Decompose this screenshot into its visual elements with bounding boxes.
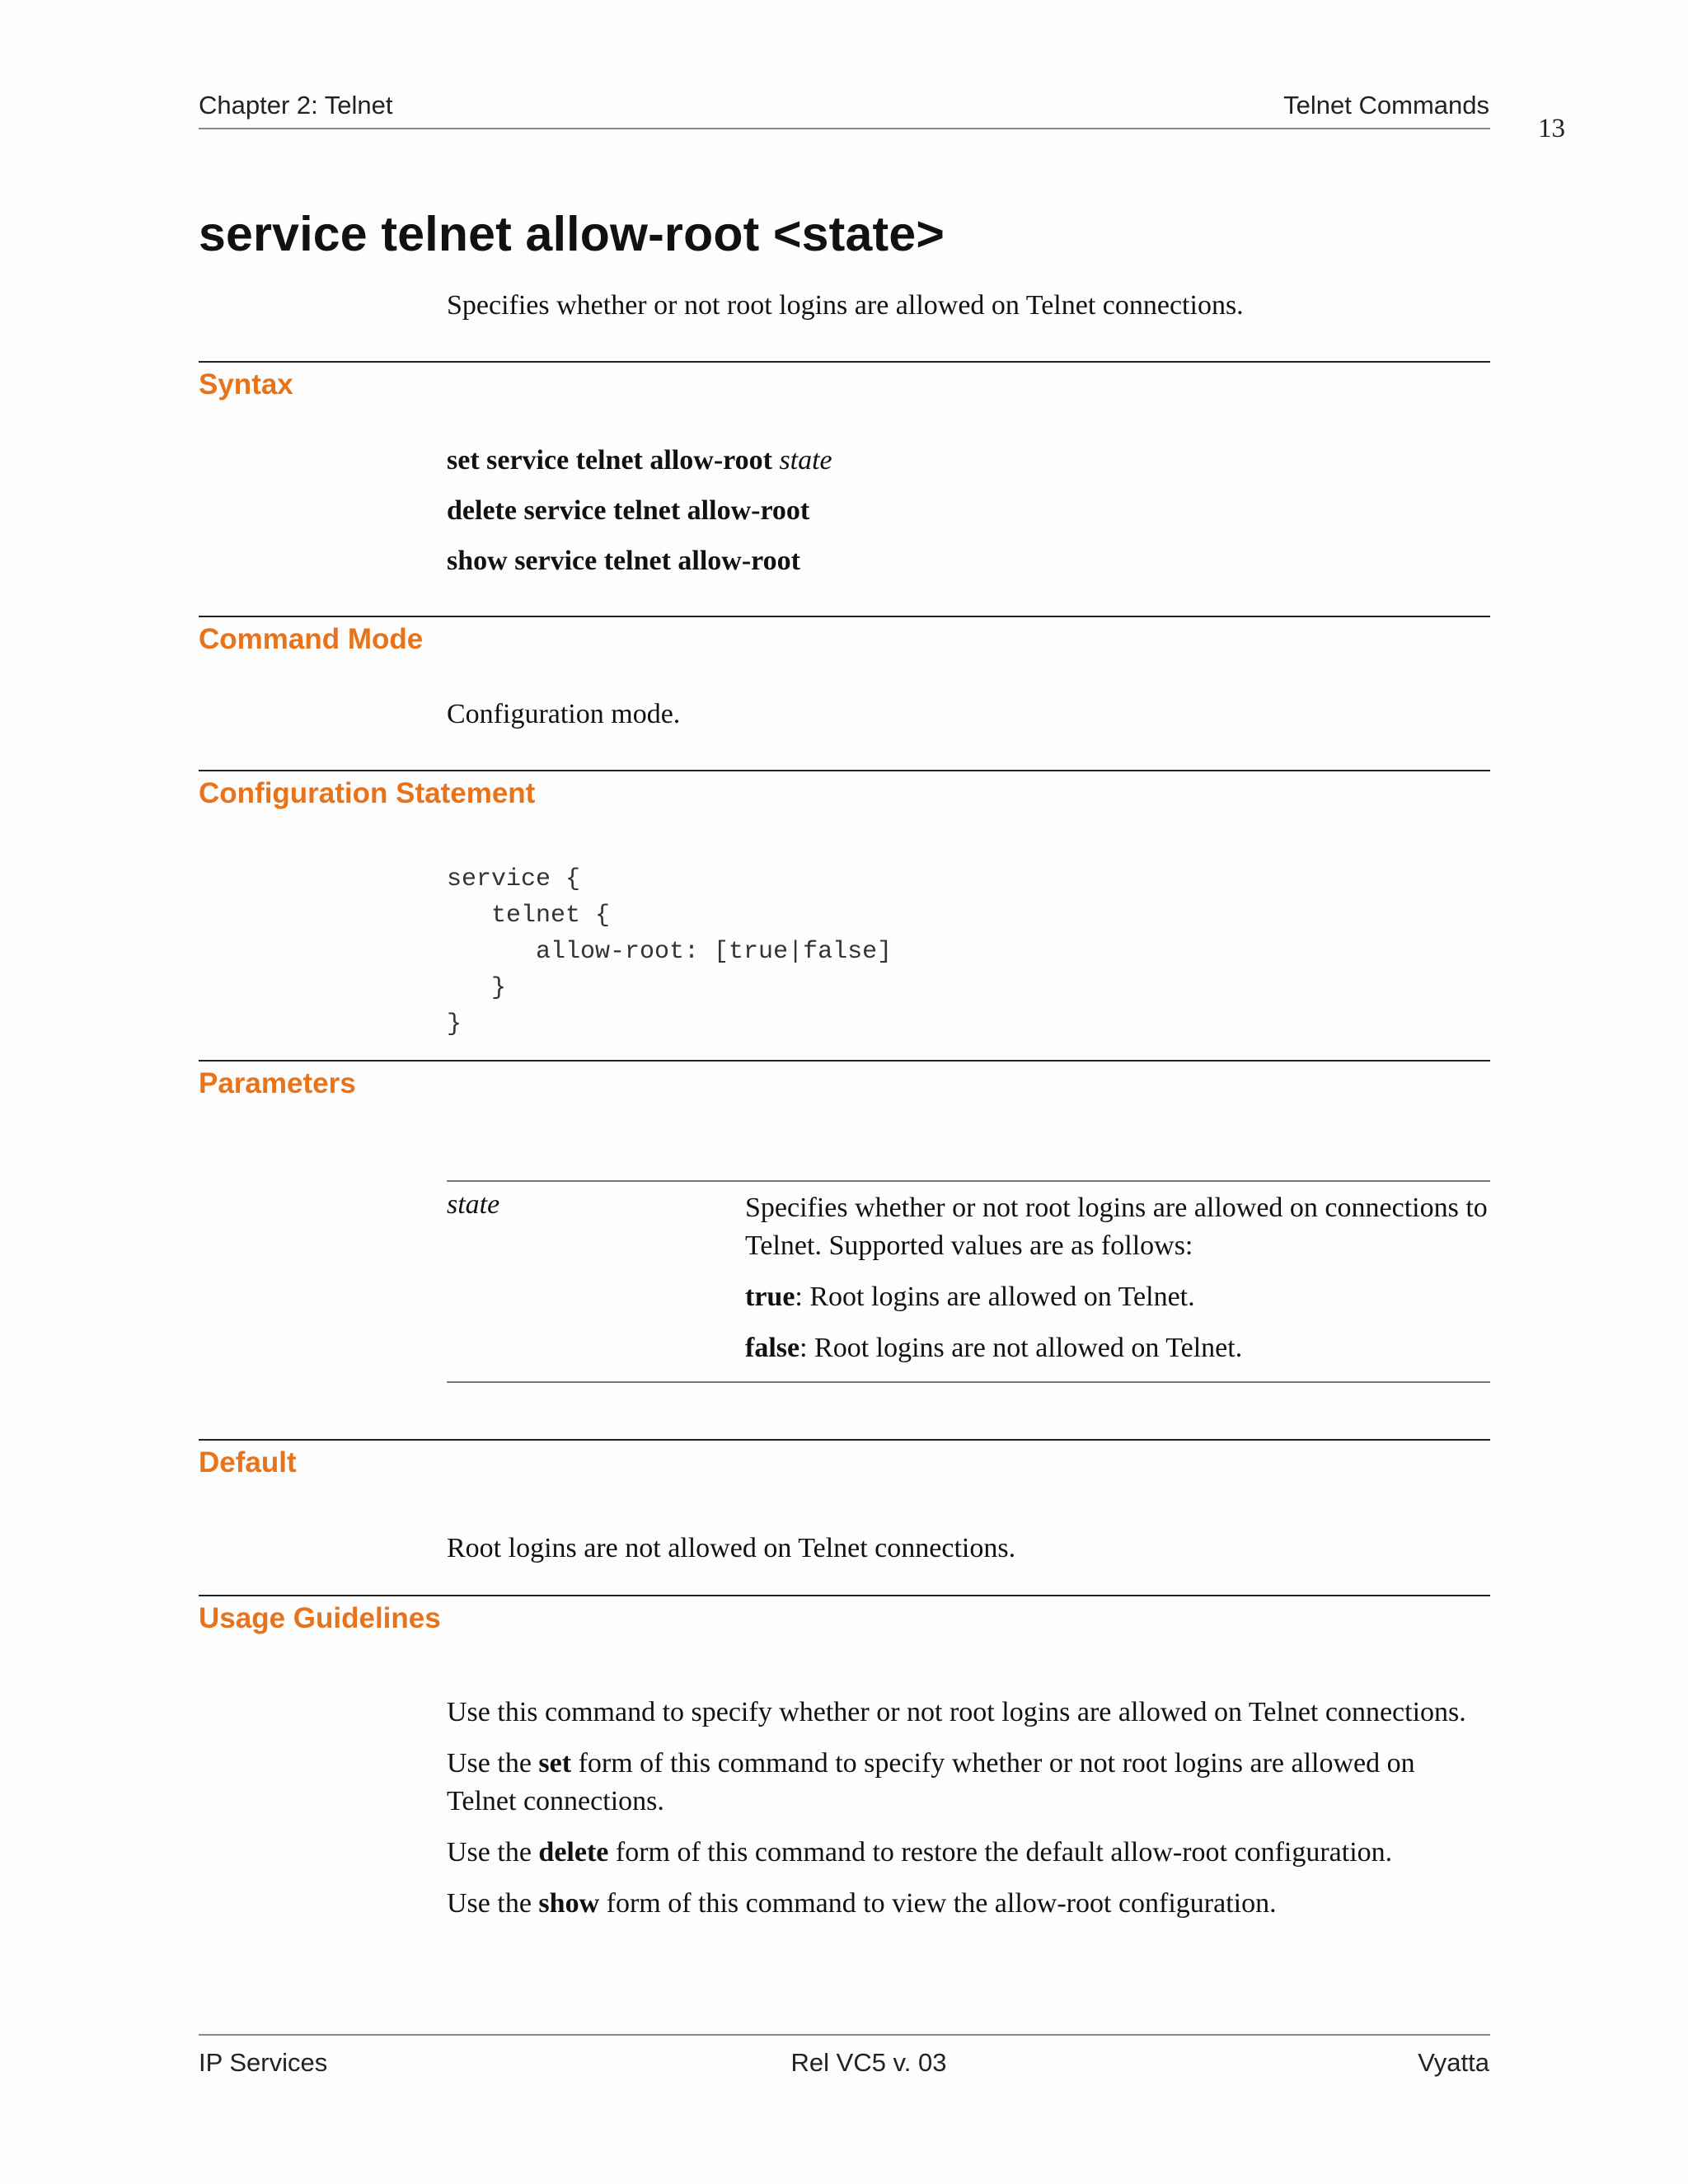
config-statement-rule: [199, 770, 1490, 771]
usage-p2-post: form of this command to specify whether or not root logins are allowed on Telnet connections.: [447, 1748, 1415, 1816]
param-value-true-term: true: [745, 1282, 795, 1312]
param-value-true: [745, 1278, 1490, 1316]
intro-text: Specifies whether or not root logins are allowed on Telnet connections.: [447, 290, 1244, 321]
usage-p4-pre: Use the: [447, 1888, 539, 1919]
usage-p2-term: set: [538, 1748, 572, 1779]
usage-p3-pre: Use the: [447, 1837, 539, 1868]
param-name: state: [447, 1189, 500, 1220]
param-description-text: Specifies whether or not root logins are allowed on connections to Telnet. Supported values are as follows:: [745, 1193, 1488, 1261]
syntax-set-cmd: set service telnet allow-root: [447, 445, 772, 476]
param-value-false: [745, 1329, 1490, 1367]
param-value-false-term: false: [745, 1333, 800, 1363]
usage-p3-post: form of this command to restore the default allow-root configuration.: [608, 1837, 1393, 1868]
running-header-section: Telnet Commands: [1283, 91, 1489, 120]
usage-heading: Usage Guidelines: [199, 1602, 441, 1634]
default-text: Root logins are not allowed on Telnet connections.: [447, 1533, 1016, 1563]
default-heading: Default: [199, 1446, 297, 1479]
param-value-false-text: : Root logins are not allowed on Telnet.: [799, 1333, 1243, 1363]
syntax-rule: [199, 361, 1490, 363]
param-description: [745, 1189, 1490, 1380]
default-rule: [199, 1439, 1490, 1441]
usage-paragraph-1: Use this command to specify whether or not root logins are allowed on Telnet connections.: [447, 1697, 1466, 1727]
usage-p4-term: show: [538, 1888, 600, 1919]
header-rule: [199, 128, 1490, 129]
footer-right: Vyatta: [1418, 2048, 1489, 2077]
parameters-heading: Parameters: [199, 1067, 356, 1099]
usage-paragraph-4: [447, 1885, 1510, 1923]
running-header-chapter: Chapter 2: Telnet: [199, 91, 393, 120]
usage-body: [447, 1694, 1510, 1936]
usage-rule: [199, 1595, 1490, 1596]
syntax-heading: Syntax: [199, 368, 293, 401]
usage-p4-post: form of this command to view the allow-root configuration.: [599, 1888, 1277, 1919]
syntax-line-show: show service telnet allow-root: [447, 546, 800, 576]
usage-paragraph-3: [447, 1834, 1510, 1872]
parameters-rule: [199, 1060, 1490, 1062]
command-mode-text: Configuration mode.: [447, 699, 681, 729]
config-statement-heading: Configuration Statement: [199, 777, 536, 809]
footer-left: IP Services: [199, 2048, 328, 2077]
usage-p3-term: delete: [538, 1837, 609, 1868]
command-mode-rule: [199, 616, 1490, 617]
usage-p2-pre: Use the: [447, 1748, 539, 1779]
page-number: 13: [1538, 114, 1565, 143]
syntax-line-delete: delete service telnet allow-root: [447, 495, 810, 526]
footer-center: Rel VC5 v. 03: [790, 2048, 947, 2077]
config-code-block: service { telnet { allow-root: [true|false] } }: [447, 865, 893, 1038]
param-table-top-rule: [447, 1180, 1490, 1182]
page-title: service telnet allow-root <state>: [199, 207, 945, 261]
command-mode-heading: Command Mode: [199, 623, 424, 655]
usage-paragraph-2: [447, 1745, 1490, 1821]
param-value-true-text: : Root logins are allowed on Telnet.: [795, 1282, 1195, 1312]
syntax-line-set: [447, 445, 832, 476]
syntax-set-arg: state: [779, 445, 832, 476]
footer-rule: [199, 2034, 1490, 2036]
param-table-bottom-rule: [447, 1381, 1490, 1383]
